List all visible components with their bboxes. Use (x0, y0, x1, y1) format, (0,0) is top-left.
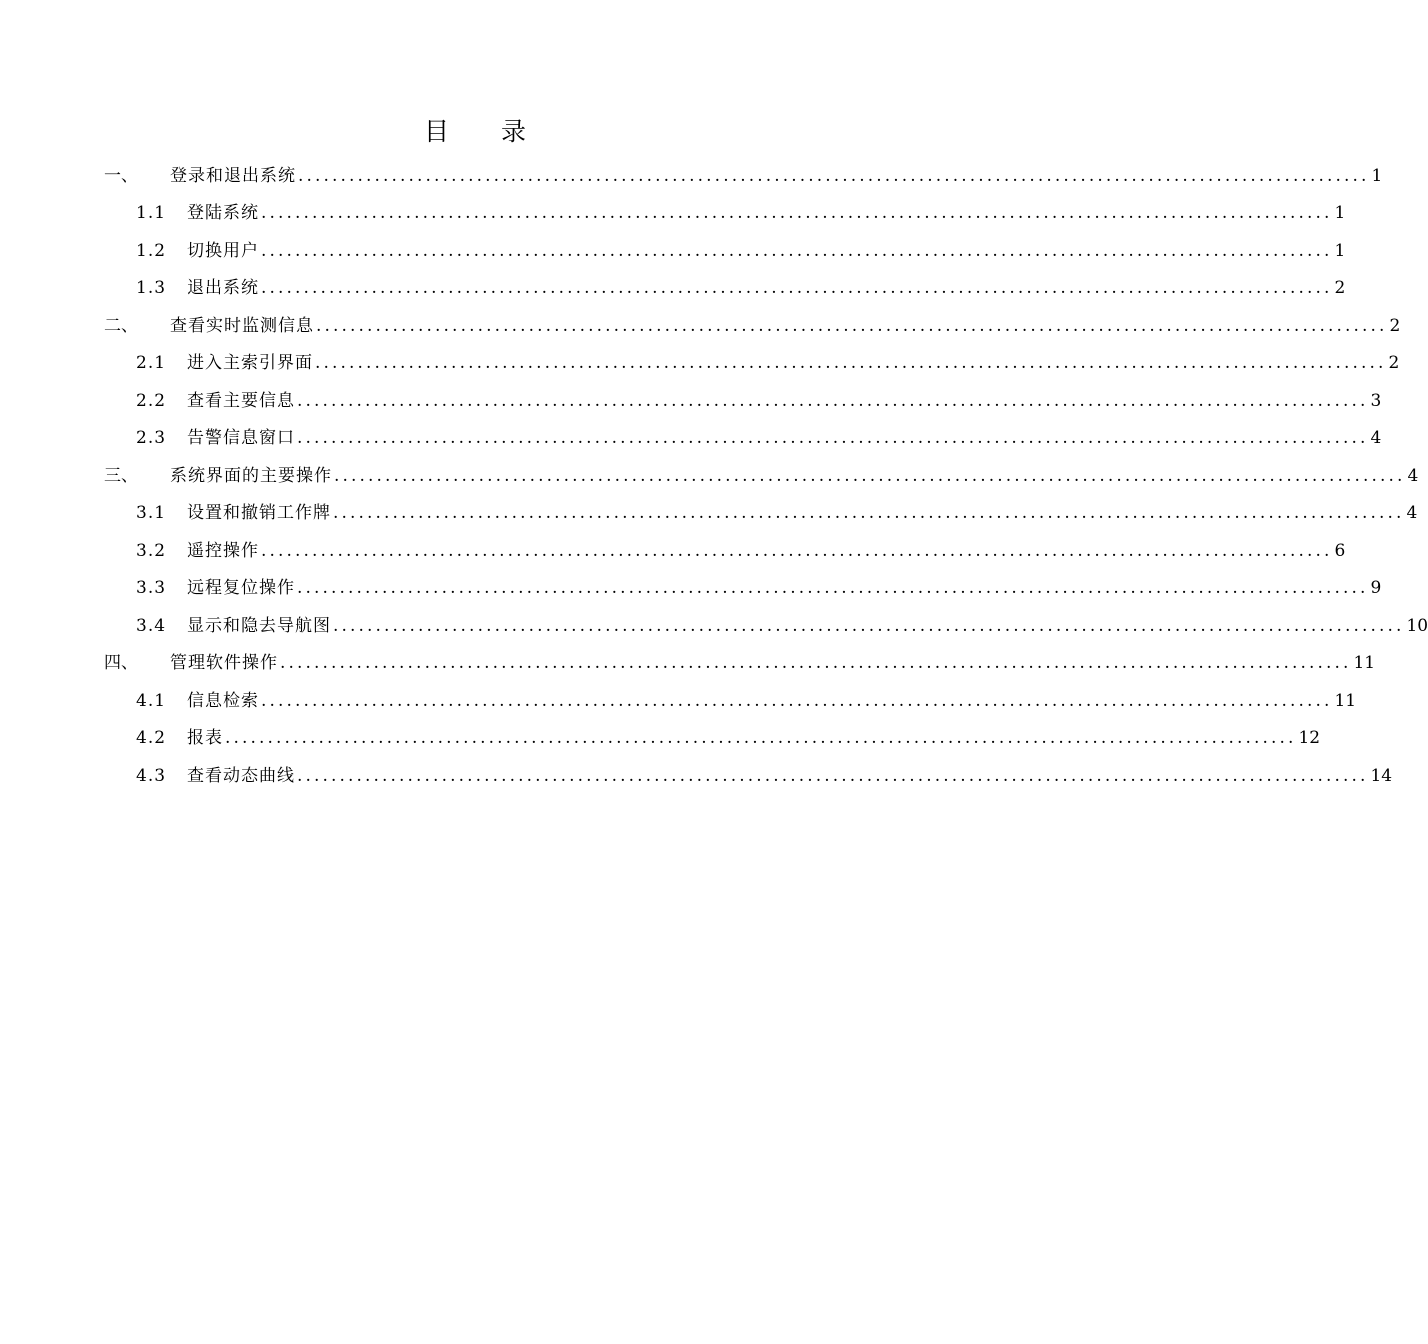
toc-entry-line (170, 158, 1383, 195)
toc-entry-text: 切换用户 (187, 241, 259, 261)
toc-entry-page: 12 (1298, 728, 1321, 748)
toc-entry-page: 1 (1334, 203, 1346, 223)
toc-entry-text: 告警信息窗口 (187, 428, 295, 448)
toc-entry-text: 进入主索引界面 (187, 353, 313, 373)
toc-entry-text: 查看实时监测信息 (170, 316, 314, 336)
toc-entry-4[interactable] (0, 645, 1376, 682)
toc-entry-1[interactable] (0, 158, 1383, 195)
toc-entry-text: 显示和隐去导航图 (187, 616, 331, 636)
dot-leader: .............................................................................................................................. (261, 203, 1333, 223)
toc-entry-page: 6 (1334, 541, 1346, 561)
toc-entry-line (187, 233, 1346, 270)
dot-leader: .............................................................................................................................. (261, 691, 1333, 711)
toc-entry-text: 设置和撤销工作牌 (187, 503, 331, 523)
toc-entry-text: 信息检索 (187, 691, 259, 711)
toc-entry-number: 1.1 (136, 203, 167, 223)
toc-entry-text: 报表 (187, 728, 223, 748)
toc-entry-number: 3.2 (136, 541, 167, 561)
toc-entry-page: 2 (1388, 353, 1400, 373)
toc-entry-page: 11 (1334, 691, 1357, 711)
toc-entry-line (187, 683, 1357, 720)
toc-entry-page: 1 (1334, 241, 1346, 261)
toc-entry-2-1[interactable] (0, 345, 1400, 382)
toc-entry-page: 4 (1370, 428, 1382, 448)
toc-entry-text: 退出系统 (187, 278, 259, 298)
toc-entry-page: 1 (1371, 166, 1383, 186)
toc-entry-text: 查看动态曲线 (187, 766, 295, 786)
toc-entry-3-1[interactable] (0, 495, 1418, 532)
toc-entry-text: 远程复位操作 (187, 578, 295, 598)
toc-entry-number: 2.1 (136, 353, 167, 373)
toc-entry-4-1[interactable] (0, 683, 1357, 720)
toc-entry-text: 查看主要信息 (187, 391, 295, 411)
toc-entry-number: 三、 (104, 466, 138, 486)
dot-leader: .............................................................................................................................. (261, 241, 1333, 261)
dot-leader: .............................................................................................................................. (297, 428, 1369, 448)
dot-leader: .............................................................................................................................. (334, 466, 1406, 486)
toc-entry-line (187, 608, 1428, 645)
toc-entry-2-2[interactable] (0, 383, 1382, 420)
dot-leader: .............................................................................................................................. (316, 316, 1388, 336)
toc-entry-page: 2 (1334, 278, 1346, 298)
toc-entry-line (187, 758, 1393, 795)
dot-leader: .............................................................................................................................. (333, 616, 1405, 636)
toc-entry-text: 管理软件操作 (170, 653, 278, 673)
toc-entry-page: 10 (1406, 616, 1428, 636)
toc-entry-number: 3.1 (136, 503, 167, 523)
toc-entry-3-4[interactable] (0, 608, 1428, 645)
toc-entry-number: 4.1 (136, 691, 167, 711)
toc-entry-line (187, 383, 1382, 420)
toc-entry-number: 二、 (104, 316, 138, 336)
toc-entry-line (187, 270, 1346, 307)
toc-entry-number: 2.2 (136, 391, 167, 411)
toc-entry-number: 一、 (104, 166, 138, 186)
toc-entry-number: 四、 (104, 653, 138, 673)
toc-entry-2-3[interactable] (0, 420, 1382, 457)
toc-entry-page: 4 (1407, 466, 1419, 486)
dot-leader: .............................................................................................................................. (297, 391, 1369, 411)
dot-leader: .............................................................................................................................. (297, 766, 1369, 786)
toc-entry-1-3[interactable] (0, 270, 1346, 307)
dot-leader: .............................................................................................................................. (261, 278, 1333, 298)
toc-entry-line (187, 495, 1418, 532)
toc-entry-3[interactable] (0, 458, 1419, 495)
toc-entry-number: 3.3 (136, 578, 167, 598)
dot-leader: .............................................................................................................................. (333, 503, 1405, 523)
toc-entry-text: 登陆系统 (187, 203, 259, 223)
toc-entry-1-1[interactable] (0, 195, 1346, 232)
toc-entry-page: 2 (1389, 316, 1401, 336)
toc-entry-4-2[interactable] (0, 720, 1321, 757)
toc-entry-3-3[interactable] (0, 570, 1382, 607)
toc-entry-line (170, 308, 1401, 345)
toc-entry-number: 1.2 (136, 241, 167, 261)
toc-entry-2[interactable] (0, 308, 1401, 345)
toc-entry-page: 4 (1406, 503, 1418, 523)
toc-entry-page: 14 (1370, 766, 1393, 786)
toc-title: 目 录 (424, 117, 548, 146)
toc-entry-page: 3 (1370, 391, 1382, 411)
toc-entry-number: 4.3 (136, 766, 167, 786)
toc-entry-line (187, 533, 1346, 570)
toc-entry-text: 登录和退出系统 (170, 166, 296, 186)
toc-entry-number: 3.4 (136, 616, 167, 636)
toc-entry-line (187, 570, 1382, 607)
dot-leader: .............................................................................................................................. (225, 728, 1297, 748)
toc-entry-line (187, 195, 1346, 232)
toc-entry-3-2[interactable] (0, 533, 1346, 570)
dot-leader: .............................................................................................................................. (298, 166, 1370, 186)
toc-entry-number: 1.3 (136, 278, 167, 298)
toc-entry-page: 9 (1370, 578, 1382, 598)
toc-entry-line (170, 458, 1419, 495)
toc-entry-line (187, 345, 1400, 382)
toc-entry-4-3[interactable] (0, 758, 1393, 795)
toc-entry-line (187, 420, 1382, 457)
dot-leader: .............................................................................................................................. (261, 541, 1333, 561)
toc-entry-text: 系统界面的主要操作 (170, 466, 332, 486)
toc-entry-number: 4.2 (136, 728, 167, 748)
toc-entry-line (170, 645, 1376, 682)
toc-entry-1-2[interactable] (0, 233, 1346, 270)
toc-entry-text: 遥控操作 (187, 541, 259, 561)
dot-leader: .............................................................................................................................. (280, 653, 1352, 673)
toc-entry-page: 11 (1353, 653, 1376, 673)
dot-leader: .............................................................................................................................. (315, 353, 1387, 373)
dot-leader: .............................................................................................................................. (297, 578, 1369, 598)
toc-entry-number: 2.3 (136, 428, 167, 448)
toc-entry-line (187, 720, 1321, 757)
